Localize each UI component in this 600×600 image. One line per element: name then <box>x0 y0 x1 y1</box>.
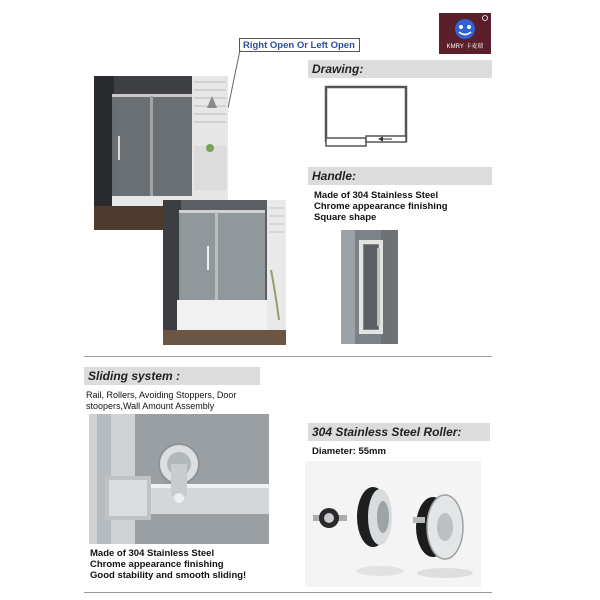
section-title-handle: Handle: <box>308 167 492 185</box>
page-bottom-divider <box>84 592 492 593</box>
handle-photo <box>341 230 398 344</box>
door-plan-drawing <box>322 84 414 154</box>
shower-enclosure-photo-2 <box>163 200 286 345</box>
sliding-system-specs: Made of 304 Stainless Steel Chrome appearance finishing Good stability and smooth sliding! <box>90 548 247 581</box>
sliding-system-components: Rail, Rollers, Avoiding Stoppers, Door stoopers,Wall Amount Assembly <box>86 390 237 411</box>
brand-logo <box>439 13 491 54</box>
sliding-system-photo <box>89 414 269 544</box>
brand-logo-text: KMRY 卡麦瑞 <box>446 44 484 50</box>
section-title-sliding-system: Sliding system : <box>84 367 260 385</box>
handle-specs: Made of 304 Stainless Steel Chrome appearance finishing Square shape <box>314 190 448 223</box>
roller-diameter: Diameter: 55mm <box>312 446 386 457</box>
open-direction-callout: Right Open Or Left Open <box>239 38 360 52</box>
section-title-roller: 304 Stainless Steel Roller: <box>308 423 490 441</box>
callout-leader-line <box>226 50 242 110</box>
section-title-drawing: Drawing: <box>308 60 492 78</box>
roller-photo <box>305 461 481 587</box>
section-divider <box>84 356 492 357</box>
